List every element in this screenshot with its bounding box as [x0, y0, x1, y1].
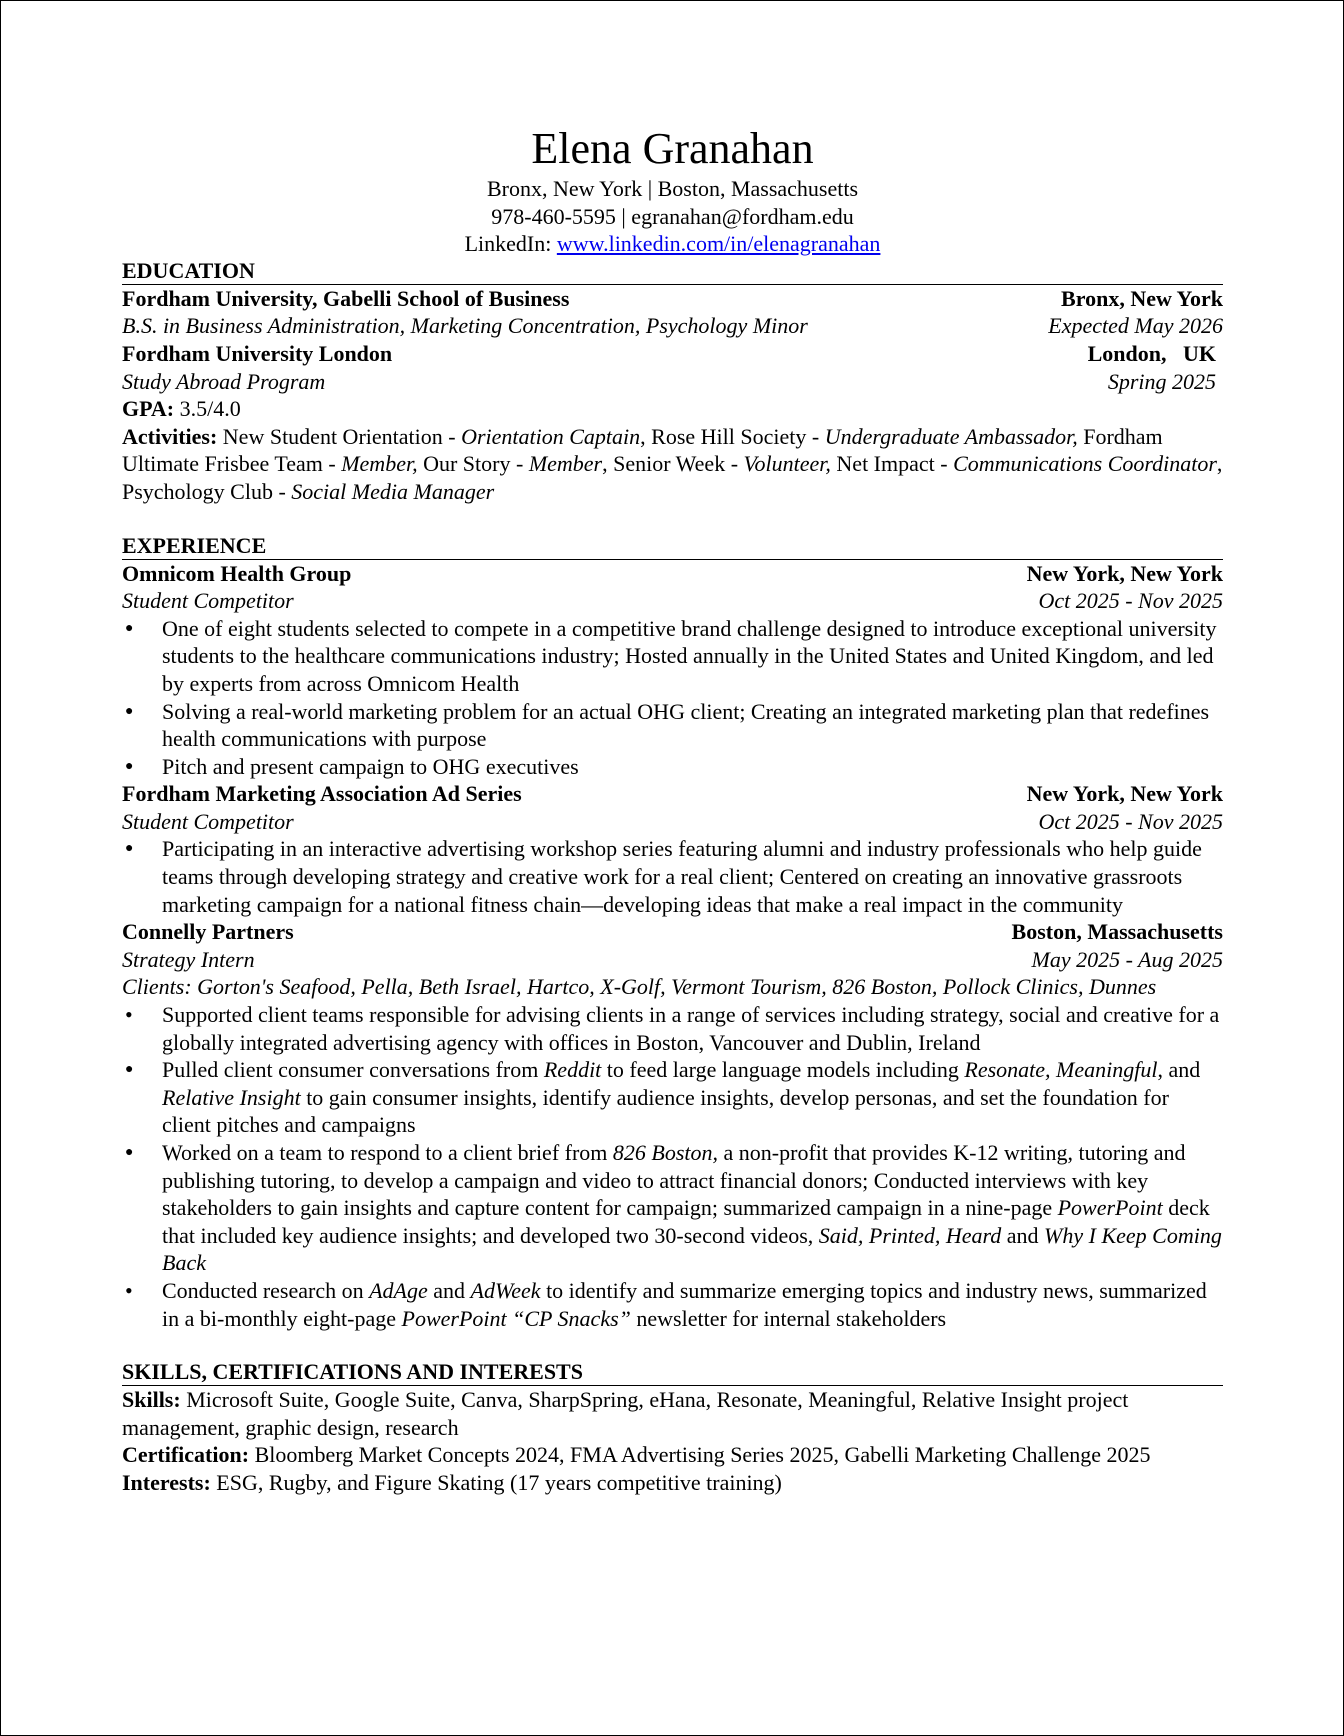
experience-organization: Connelly Partners — [122, 919, 294, 945]
gpa-value: 3.5/4.0 — [174, 396, 241, 422]
text-segment: Social Media Manager — [291, 478, 495, 504]
text-segment: , Senior Week - — [602, 451, 744, 477]
bullet-list — [122, 1001, 1223, 1332]
activities-label: Activities: — [122, 423, 218, 449]
linkedin-label: LinkedIn: — [464, 231, 557, 257]
bullet-icon: ● — [125, 758, 134, 774]
bullet-item — [122, 1001, 1223, 1056]
section-heading-education: EDUCATION — [122, 258, 1223, 285]
bullet-icon: • — [125, 1277, 133, 1303]
experience-location: Boston, Massachusetts — [1011, 919, 1223, 945]
text-segment: Said, Printed, Heard — [818, 1222, 1002, 1248]
experience-location: New York, New York — [1026, 781, 1223, 807]
school-degree: B.S. in Business Administration, Marketing Concentration, Psychology Minor — [122, 313, 808, 339]
text-segment: to identify and summarize emerging topics and industry news, summarized in a bi-monthly eight-page — [162, 1277, 1207, 1331]
text-segment: newsletter for internal stakeholders — [630, 1305, 947, 1331]
text-segment: New Student Orientation - — [217, 423, 462, 449]
text-segment: Pulled client consumer conversations from — [162, 1057, 544, 1083]
text-segment: Supported client teams responsible for advising clients in a range of services including strategy, social and creative for a globally integrated advertising agency with offices in Boston, Vancouver and Dublin, Ireland — [162, 1002, 1220, 1055]
text-segment: Worked on a team to respond to a client brief from — [162, 1140, 613, 1165]
text-segment: Fordham Ultimate Frisbee Team - — [122, 423, 1163, 477]
school-name: Fordham University, Gabelli School of Business — [122, 285, 570, 311]
resume-content — [122, 123, 1223, 1497]
experience-entry — [122, 780, 1223, 918]
experience-role-row — [122, 946, 1223, 974]
experience-role-row — [122, 808, 1223, 836]
text-segment: to feed large language models including — [601, 1057, 965, 1083]
text-segment: to gain consumer insights, identify audience insights, develop personas, and set the foundation for client pitches and campaigns — [162, 1084, 1169, 1138]
text-segment: Conducted research on — [162, 1277, 370, 1303]
bullet-icon: ● — [125, 703, 134, 719]
experience-clients: Clients: Gorton's Seafood, Pella, Beth Israel, Hartco, X-Golf, Vermont Tourism, 826 Boston, Pollock Clinics, Dunnes — [122, 974, 1157, 1000]
experience-role-row — [122, 587, 1223, 615]
interests-value: ESG, Rugby, and Figure Skating (17 years competitive training) — [210, 1469, 782, 1495]
skills-label: Skills: — [122, 1387, 181, 1413]
school-date: Expected May 2026 — [1048, 313, 1223, 339]
experience-role: Student Competitor — [122, 808, 294, 834]
school-name: Fordham University London — [122, 340, 393, 366]
text-segment: a non-profit that provides K-12 writing, tutoring and publishing tutoring, to develop a campaign and video to attract financial donors; Conducted interviews with key stakeholders to gain insights and capture content for campaign; summarized campaign in a nine-page — [162, 1140, 1186, 1221]
school-row — [122, 285, 1223, 313]
experience-role: Strategy Intern — [122, 946, 255, 972]
experience-entry — [122, 918, 1223, 1332]
experience-header-row — [122, 918, 1223, 946]
school-program: Study Abroad Program — [122, 368, 326, 394]
spacer — [122, 1332, 1223, 1359]
bullet-item — [122, 615, 1223, 698]
text-segment: Participating in an interactive advertising workshop series featuring alumni and industry professionals who help guide teams through developing strategy and creative work for a real client; Centered on creating an innovative grassroots marketing campaign for a national fitness chain—developing ideas that make a real impact in the community — [162, 836, 1202, 917]
bullet-icon: ● — [125, 1062, 134, 1078]
spacer — [122, 506, 1223, 533]
gpa-label: GPA: — [122, 396, 175, 422]
school-row — [122, 340, 1223, 368]
header-phone-email: 978-460-5595 | egranahan@fordham.edu — [491, 203, 854, 229]
text-segment: , Rose Hill Society - — [640, 423, 825, 449]
bullet-list — [122, 835, 1223, 918]
bullet-item — [122, 835, 1223, 918]
experience-list — [122, 560, 1223, 1333]
text-segment: Volunteer, — [743, 451, 831, 477]
text-segment: AdAge — [369, 1277, 428, 1303]
text-segment: Pitch and present campaign to OHG executives — [162, 753, 579, 779]
text-segment: AdWeek — [470, 1277, 541, 1303]
experience-role: Student Competitor — [122, 588, 294, 614]
school-location: London, UK — [1087, 340, 1216, 366]
text-segment: Member — [528, 451, 603, 477]
experience-entry — [122, 560, 1223, 781]
text-segment: Net Impact - — [830, 451, 954, 477]
skills-value: Microsoft Suite, Google Suite, Canva, SharpSpring, eHana, Resonate, Meaningful, Relative Insight project management, graphic design, research — [122, 1387, 1129, 1440]
skills-line — [122, 1386, 1223, 1441]
text-segment: Our Story - — [417, 451, 529, 477]
section-heading-experience: EXPERIENCE — [122, 533, 1223, 560]
bullet-icon: ● — [125, 841, 134, 857]
bullet-item — [122, 1056, 1223, 1139]
certification-line — [122, 1441, 1223, 1469]
bullet-item — [122, 753, 1223, 781]
text-segment: Why I Keep Coming Back — [162, 1222, 1222, 1276]
experience-date: Oct 2025 - Nov 2025 — [1038, 808, 1223, 834]
text-segment: Relative Insight — [162, 1084, 301, 1110]
text-segment: 826 Boston, — [612, 1140, 719, 1165]
bullet-list — [122, 615, 1223, 781]
text-segment: One of eight students selected to compete in a competitive brand challenge designed to introduce exceptional university students to the healthcare communications industry; Hosted annually in the United States and United Kingdom, and led by experts from across Omnicom Health — [162, 615, 1217, 696]
experience-header-row — [122, 780, 1223, 808]
text-segment: and — [1001, 1222, 1045, 1248]
school-location: Bronx, New York — [1061, 285, 1223, 311]
school-detail-row — [122, 368, 1223, 396]
section-heading-skills: SKILLS, CERTIFICATIONS AND INTERESTS — [122, 1359, 1223, 1386]
text-segment: PowerPoint — [1057, 1195, 1163, 1221]
text-segment: Undergraduate Ambassador, — [824, 423, 1078, 449]
activities-paragraph — [122, 423, 1223, 506]
bullet-icon: ● — [125, 1145, 134, 1160]
experience-date: May 2025 - Aug 2025 — [1031, 946, 1223, 972]
text-segment: Reddit — [543, 1057, 602, 1083]
text-segment: , Psychology Club - — [122, 451, 1223, 504]
bullet-item — [122, 698, 1223, 753]
gpa-line — [122, 395, 1223, 423]
experience-organization: Fordham Marketing Association Ad Series — [122, 781, 522, 807]
bullet-item — [122, 1139, 1223, 1277]
experience-header-row — [122, 560, 1223, 588]
linkedin-link[interactable]: www.linkedin.com/in/elenagranahan — [556, 231, 881, 257]
text-segment: deck that included key audience insights; and developed two 30-second videos, — [162, 1195, 1210, 1248]
text-segment: Solving a real-world marketing problem for an actual OHG client; Creating an integrated marketing plan that redefines health communications with purpose — [162, 698, 1210, 752]
certification-label: Certification: — [122, 1442, 250, 1468]
school-detail-row — [122, 312, 1223, 340]
header-locations: Bronx, New York | Boston, Massachusetts — [486, 176, 859, 201]
text-segment: and — [427, 1277, 471, 1303]
resume-name: Elena Granahan — [531, 124, 814, 173]
certification-value: Bloomberg Market Concepts 2024, FMA Advertising Series 2025, Gabelli Marketing Challenge 2025 — [249, 1442, 1151, 1468]
interests-line — [122, 1469, 1223, 1497]
bullet-item — [122, 1277, 1223, 1332]
experience-organization: Omnicom Health Group — [122, 560, 352, 586]
text-segment: , and — [1157, 1057, 1201, 1083]
activities-text — [122, 424, 1222, 504]
experience-date: Oct 2025 - Nov 2025 — [1038, 588, 1223, 614]
bullet-icon: ● — [125, 620, 134, 636]
interests-label: Interests: — [122, 1469, 211, 1495]
experience-location: New York, New York — [1026, 560, 1223, 586]
text-segment: PowerPoint “CP Snacks” — [401, 1305, 631, 1331]
header-linkedin — [122, 230, 1223, 258]
text-segment: Communications Coordinator — [953, 451, 1217, 477]
text-segment: Member, — [341, 451, 418, 477]
bullet-icon: • — [125, 1002, 133, 1028]
text-segment: Resonate, Meaningful — [964, 1057, 1158, 1083]
text-segment: Orientation Captain — [461, 423, 641, 449]
school-date: Spring 2025 — [1107, 368, 1216, 394]
